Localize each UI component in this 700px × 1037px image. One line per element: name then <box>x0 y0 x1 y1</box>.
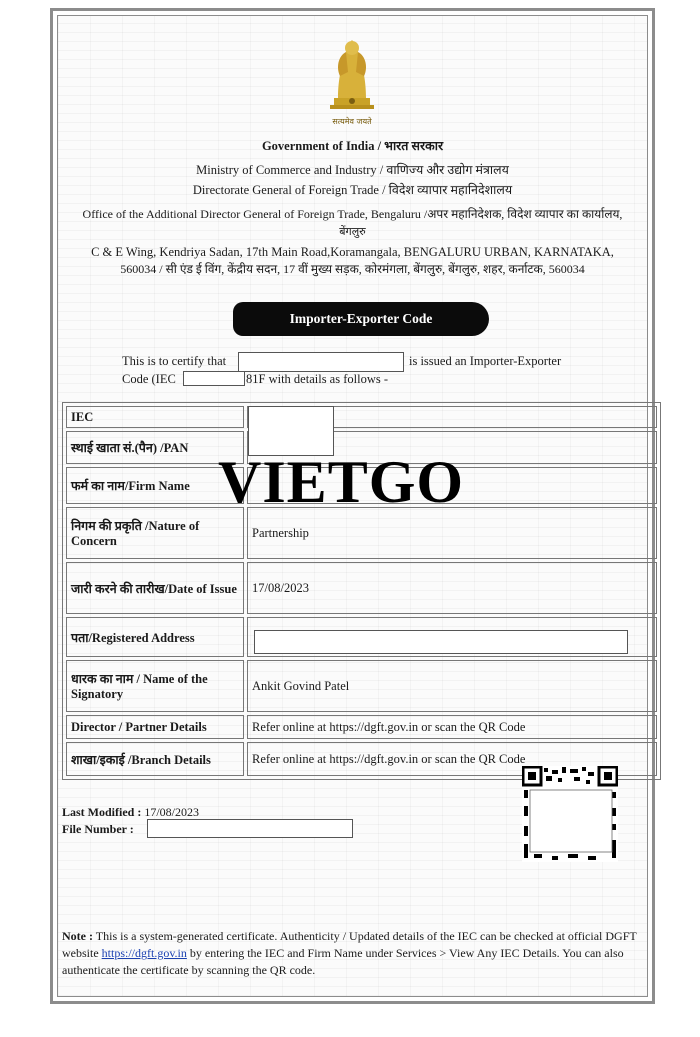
last-modified-label: Last Modified : <box>62 805 142 819</box>
redacted-address <box>254 630 628 654</box>
certify-text-suffix: is issued an Importer-Exporter <box>409 354 562 368</box>
office-line-2: बेंगलुरु <box>339 226 366 238</box>
table-row <box>66 660 657 712</box>
row-label: IEC <box>66 406 244 428</box>
row-label: शाखा/इकाई /Branch Details <box>66 742 244 776</box>
certify-code-suffix: 81F with details as follows - <box>246 372 389 386</box>
vietgo-watermark: VIETGO <box>218 449 465 515</box>
row-label: निगम की प्रकृति /Nature of Concern <box>66 507 244 559</box>
table-row <box>66 406 657 428</box>
row-value: Ankit Govind Patel <box>247 660 657 712</box>
row-label: Director / Partner Details <box>66 715 244 739</box>
row-value: Refer online at https://dgft.gov.in or scan the QR Code <box>247 742 657 776</box>
last-modified <box>62 805 199 820</box>
row-label: स्थाई खाता सं.(पैन) /PAN <box>66 431 244 464</box>
redacted-iec-code <box>183 371 245 386</box>
row-value: Partnership <box>247 507 657 559</box>
last-modified-value: 17/08/2023 <box>144 805 200 819</box>
national-emblem-icon <box>326 28 378 128</box>
row-value: 17/08/2023 <box>247 562 657 614</box>
note-label: Note : <box>62 929 93 943</box>
directorate-line: Directorate General of Foreign Trade / विदेश व्यापार महानिदेशालय <box>192 183 513 197</box>
redacted-firm-name <box>238 352 404 372</box>
certify-text-prefix: This is to certify that <box>122 354 227 368</box>
row-label: पता/Registered Address <box>66 617 244 657</box>
table-row <box>66 715 657 739</box>
note-text-2: by entering the IEC and Firm Name under Services > View Any IEC Details. You can also authenticate the certificate by scanning the QR code. <box>62 946 624 977</box>
row-value: Refer online at https://dgft.gov.in or scan the QR Code <box>247 715 657 739</box>
ministry-line: Ministry of Commerce and Industry / वाणिज्य और उद्योग मंत्रालय <box>196 163 509 177</box>
government-heading: Government of India / भारत सरकार <box>261 139 444 153</box>
authenticity-note <box>62 928 642 979</box>
redacted-file-number <box>147 819 353 838</box>
row-label: जारी करने की तारीख/Date of Issue <box>66 562 244 614</box>
emblem-motto: सत्यमेव जयते <box>332 117 372 126</box>
row-label: फर्म का नाम/Firm Name <box>66 467 244 504</box>
certify-code-prefix: Code (IEC <box>122 372 176 386</box>
address-line-1: C & E Wing, Kendriya Sadan, 17th Main Road,Koramangala, BENGALURU URBAN, KARNATAKA, <box>91 245 614 259</box>
table-row <box>66 562 657 614</box>
office-line-1: Office of the Additional Director General of Foreign Trade, Bengaluru /अपर महानिदेशक, विदेश व्यापार का कार्यालय, <box>82 207 623 221</box>
note-text-1: This is a system-generated certificate. Authenticity / Updated details of the IEC can be checked at official DGFT website <box>62 929 637 960</box>
row-label: धारक का नाम / Name of the Signatory <box>66 660 244 712</box>
file-number-label: File Number : <box>62 822 134 836</box>
document-title: Importer-Exporter Code <box>233 302 489 336</box>
address-line-2: 560034 / सी एंड ई विंग, केंद्रीय सदन, 17 वीं मुख्य सड़क, कोरमंगला, बेंगलुरु, बेंगलुरु, शहर, कर्नाटक, 560034 <box>120 262 585 276</box>
dgft-link[interactable]: https://dgft.gov.in <box>101 946 187 960</box>
qr-code-icon <box>522 766 618 862</box>
